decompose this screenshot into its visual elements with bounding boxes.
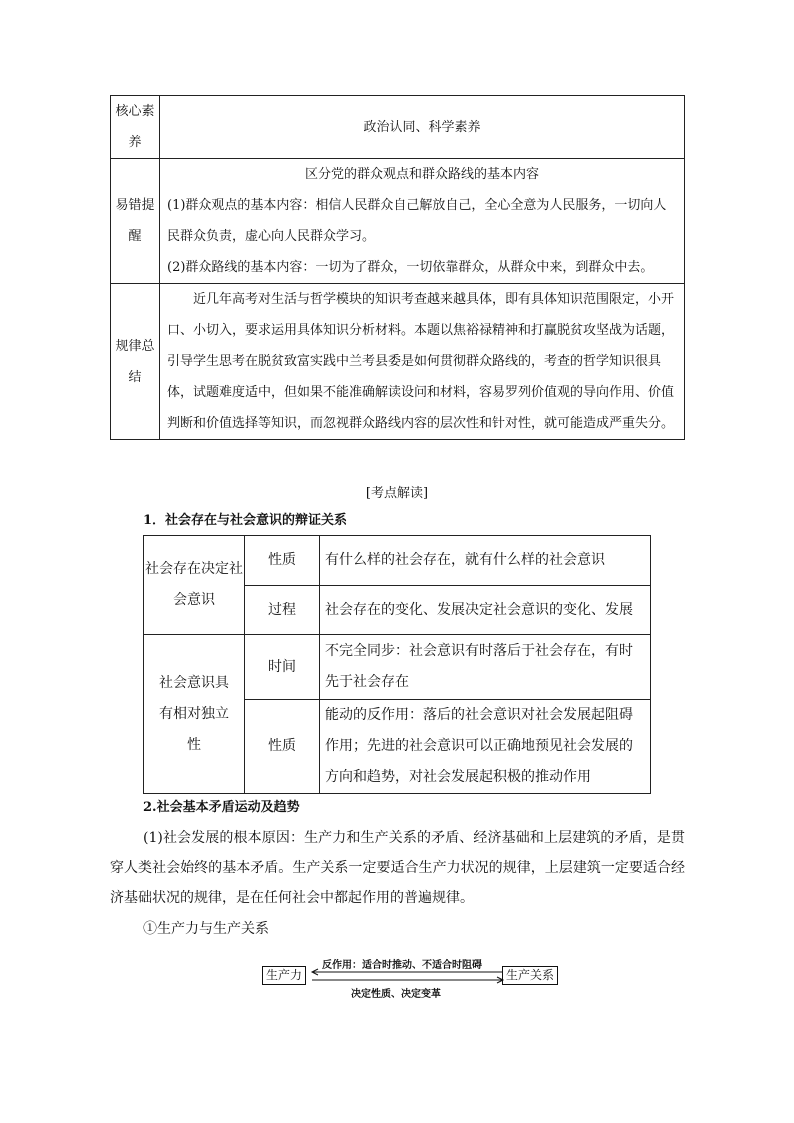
- row2-key: 过程: [245, 586, 320, 635]
- relation-table: [143, 535, 651, 794]
- core-label: 核心素养: [115, 104, 155, 150]
- arrow-top-label: 反作用：适合时推动、不适合时阻碍: [322, 960, 482, 971]
- row1-key: 性质: [245, 536, 320, 586]
- row-head-core: [111, 96, 160, 159]
- relation-diagram: [260, 950, 560, 1000]
- box-productive-forces: 生产力: [262, 966, 306, 985]
- row-head-rule: [111, 284, 160, 440]
- double-arrow-icon: [260, 950, 560, 1000]
- row3-value: 不完全同步：社会意识有时落后于社会存在，有时先于社会存在: [320, 635, 651, 700]
- group-independence: 社会意识具有相对独立性: [144, 635, 245, 794]
- subheading-1: ①生产力与生产关系: [143, 921, 269, 937]
- kaodian-heading: [考点解读]: [365, 486, 429, 501]
- error-point-2: (2)群众路线的基本内容：一切为了群众，一切依靠群众，从群众中来，到群众中去。: [167, 260, 654, 275]
- row2-value: 社会存在的变化、发展决定社会意识的变化、发展: [320, 586, 651, 635]
- error-label: 易错提醒: [115, 198, 155, 244]
- row3-key: 时间: [245, 635, 320, 700]
- error-title: 区分党的群众观点和群众路线的基本内容: [304, 167, 539, 182]
- row4-key: 性质: [245, 700, 320, 794]
- error-content: [160, 159, 685, 284]
- group-existence: 社会存在决定社会意识: [144, 536, 245, 635]
- section-2-title: 2.社会基本矛盾运动及趋势: [143, 800, 300, 815]
- row4-value: 能动的反作用：落后的社会意识对社会发展起阻碍作用；先进的社会意识可以正确地预见社会发展的方向和趋势，对社会发展起积极的推动作用: [320, 700, 651, 794]
- rule-label: 规律总结: [115, 338, 155, 385]
- summary-table: [110, 95, 685, 440]
- row-head-error: [111, 159, 160, 284]
- rule-content: 近几年高考对生活与哲学模块的知识考查越来越具体，即有具体知识范围限定，小开口、小切入，要求运用具体知识分析材料。本题以焦裕禄精神和打赢脱贫攻坚战为话题，引导学生思考在脱贫致富实践中兰考县委是如何贯彻群众路线的，考查的哲学知识很具体，试题难度适中，但如果不能准确解读设问和材料，容易罗列价值观的导向作用、价值判断和价值选择等知识，而忽视群众路线内容的层次性和针对性，就可能造成严重失分。: [160, 284, 685, 440]
- box-production-relations: 生产关系: [502, 966, 558, 985]
- section-1-title: 1．社会存在与社会意识的辩证关系: [143, 513, 348, 528]
- arrow-bottom-label: 决定性质、决定变革: [351, 989, 441, 1000]
- paragraph-1: (1)社会发展的根本原因：生产力和生产关系的矛盾、经济基础和上层建筑的矛盾，是贯穿人类社会始终的基本矛盾。生产关系一定要适合生产力状况的规律，上层建筑一定要适合经济基础状况的规律，是在任何社会中都起作用的普遍规律。: [110, 830, 685, 906]
- row1-value: 有什么样的社会存在，就有什么样的社会意识: [320, 536, 651, 586]
- error-point-1: (1)群众观点的基本内容：相信人民群众自己解放自己，全心全意为人民服务，一切向人民群众负责，虚心向人民群众学习。: [167, 198, 667, 244]
- core-content: 政治认同、科学素养: [160, 96, 685, 159]
